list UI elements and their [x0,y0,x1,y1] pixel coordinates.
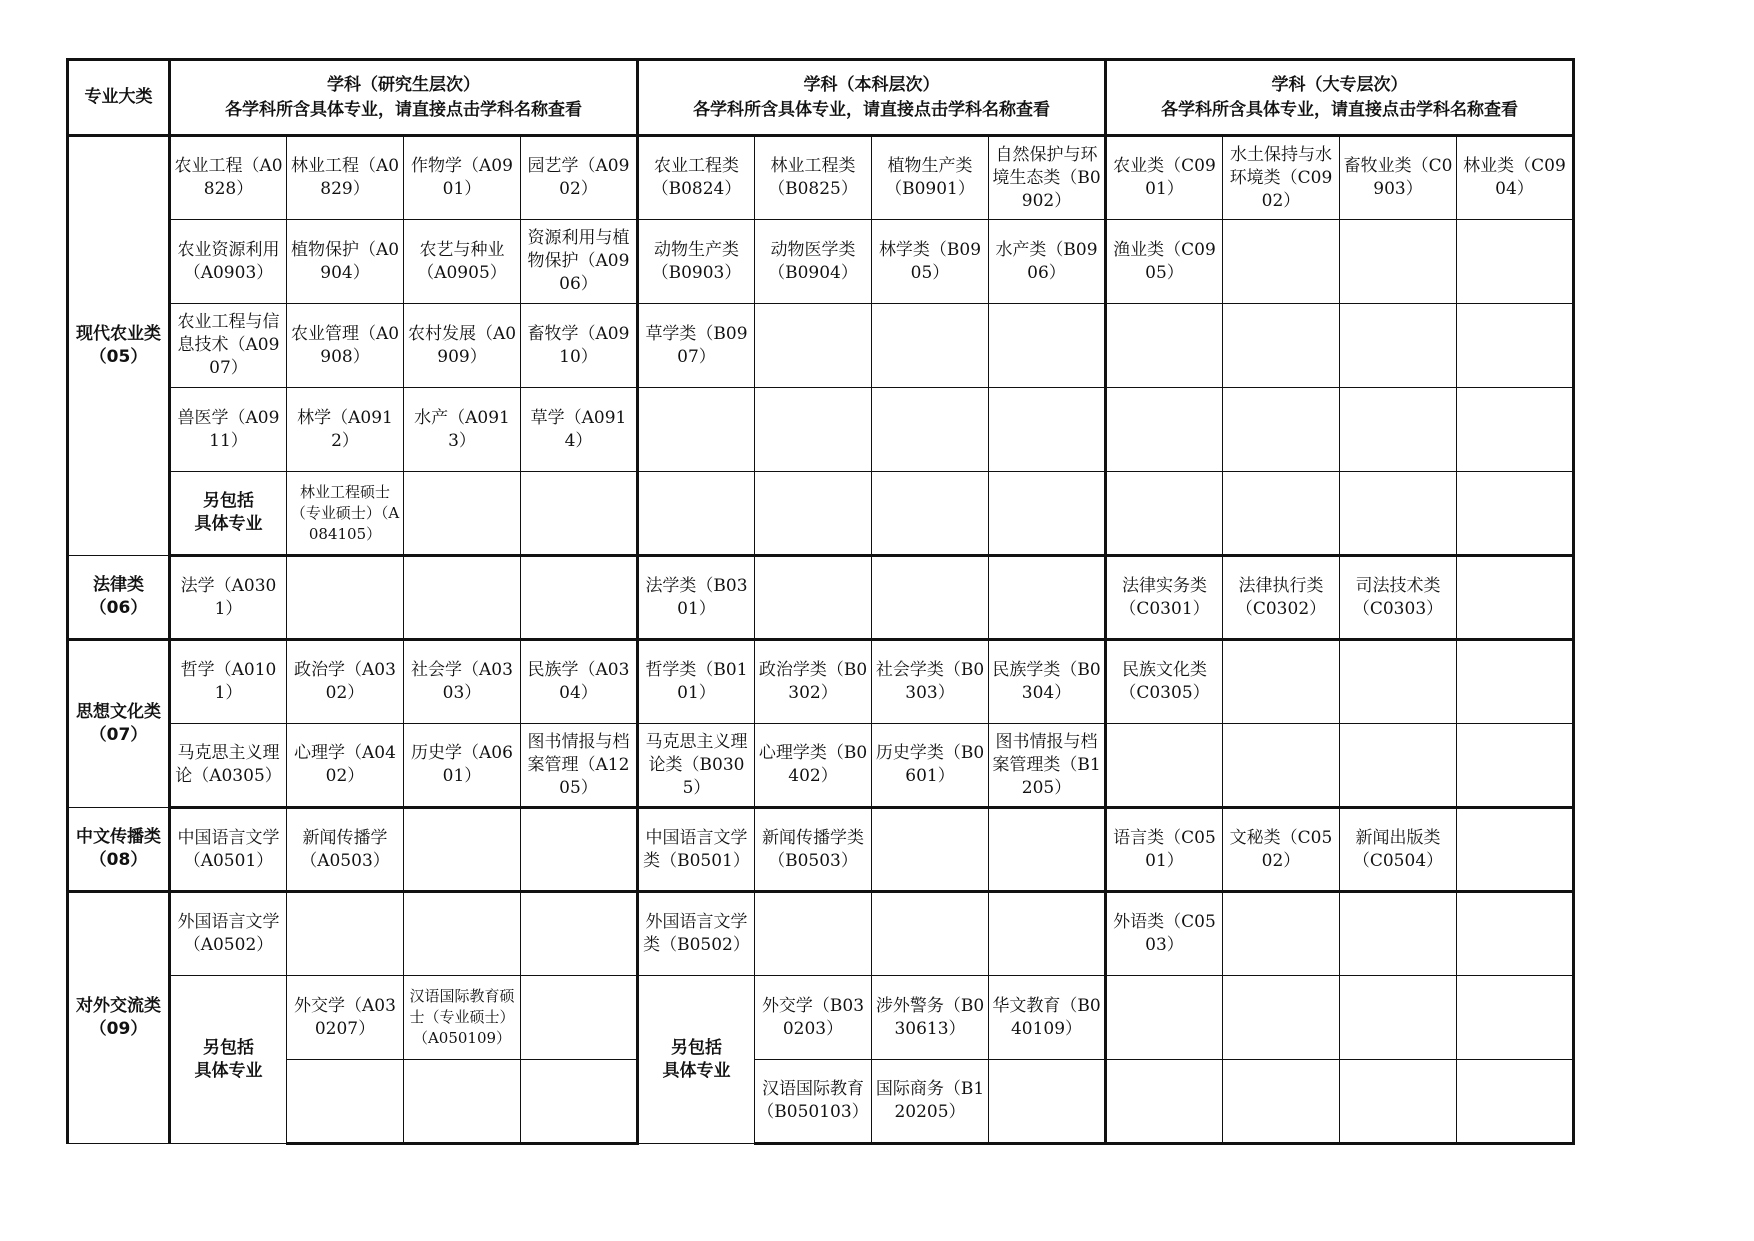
subject-cell[interactable] [521,808,638,892]
subject-cell[interactable] [521,1060,638,1144]
subject-cell[interactable]: 社会学类（B0303） [872,640,989,724]
group-foreign-exchange [68,892,170,1144]
subject-cell[interactable]: 心理学（A0402） [287,724,404,808]
group-code: （05） [89,347,148,367]
subject-cell[interactable] [1106,724,1223,808]
subject-cell[interactable]: 哲学类（B0101） [638,640,755,724]
subject-cell[interactable] [755,556,872,640]
subject-cell[interactable] [1223,976,1340,1060]
subject-cell[interactable]: 植物生产类（B0901） [872,136,989,220]
subject-cell[interactable]: 华文教育（B040109） [989,976,1106,1060]
header-college [1106,60,1574,136]
subject-cell[interactable]: 畜牧业类（C0903） [1340,136,1457,220]
subject-cell[interactable] [1223,892,1340,976]
subject-cell[interactable] [872,556,989,640]
subject-cell[interactable] [521,472,638,556]
subject-cell[interactable]: 林业工程（A0829） [287,136,404,220]
subject-cell[interactable]: 水土保持与水环境类（C0902） [1223,136,1340,220]
subject-cell[interactable] [1340,304,1457,388]
subject-cell[interactable]: 法律实务类（C0301） [1106,556,1223,640]
subject-cell[interactable] [287,892,404,976]
subject-cell[interactable] [1340,976,1457,1060]
subject-cell[interactable] [638,388,755,472]
subject-cell[interactable]: 法学（A0301） [170,556,287,640]
subject-cell[interactable] [404,892,521,976]
subject-cell[interactable]: 农业类（C0901） [1106,136,1223,220]
subject-cell[interactable] [1457,1060,1574,1144]
subject-cell[interactable] [989,388,1106,472]
subject-cell[interactable] [404,808,521,892]
subject-cell[interactable]: 作物学（A0901） [404,136,521,220]
also-includes-label [638,976,755,1144]
subject-cell[interactable] [1340,388,1457,472]
subject-cell[interactable]: 水产类（B0906） [989,220,1106,304]
subject-cell[interactable]: 林业类（C0904） [1457,136,1574,220]
subject-cell[interactable] [1106,1060,1223,1144]
subject-cell[interactable]: 社会学（A0303） [404,640,521,724]
subject-cell[interactable] [755,892,872,976]
subject-cell[interactable]: 农业工程（A0828） [170,136,287,220]
subject-cell[interactable]: 园艺学（A0902） [521,136,638,220]
subject-cell[interactable] [989,304,1106,388]
subject-cell[interactable] [638,472,755,556]
subject-cell[interactable] [521,556,638,640]
subject-cell[interactable] [1457,556,1574,640]
subject-cell[interactable]: 涉外警务（B030613） [872,976,989,1060]
subject-cell[interactable] [1457,472,1574,556]
subject-cell[interactable] [755,472,872,556]
also-includes-line2: 具体专业 [662,1060,731,1081]
subject-cell[interactable] [989,808,1106,892]
subject-cell[interactable] [872,808,989,892]
subject-cell[interactable]: 自然保护与环境生态类（B0902） [989,136,1106,220]
subject-cell[interactable]: 畜牧学（A0910） [521,304,638,388]
subject-cell[interactable]: 国际商务（B120205） [872,1060,989,1144]
subject-cell[interactable] [989,892,1106,976]
subject-cell[interactable]: 草学类（B0907） [638,304,755,388]
subject-cell[interactable]: 资源利用与植物保护（A0906） [521,220,638,304]
subject-cell[interactable] [1457,808,1574,892]
subject-cell[interactable]: 农业工程与信息技术（A0907） [170,304,287,388]
subject-cell[interactable] [1223,388,1340,472]
group-name: 法律类 [93,575,144,595]
subject-cell[interactable]: 动物生产类（B0903） [638,220,755,304]
subject-cell[interactable]: 草学（A0914） [521,388,638,472]
subject-cell[interactable]: 哲学（A0101） [170,640,287,724]
group-name: 思想文化类 [76,702,161,722]
subject-cell[interactable] [872,892,989,976]
subject-cell[interactable] [872,388,989,472]
subject-cell[interactable]: 中国语言文学（A0501） [170,808,287,892]
group-name: 对外交流类 [76,996,161,1016]
subject-cell[interactable]: 汉语国际教育（B050103） [755,1060,872,1144]
subject-cell[interactable] [872,472,989,556]
subject-cell[interactable] [1457,388,1574,472]
subject-cell[interactable] [1340,220,1457,304]
subject-cell[interactable] [1106,388,1223,472]
group-code: （06） [89,598,148,618]
subject-cell[interactable]: 汉语国际教育硕士（专业硕士）（A050109） [404,976,521,1060]
subject-cell[interactable]: 外国语言文学类（B0502） [638,892,755,976]
subject-cell[interactable] [1340,892,1457,976]
group-code: （09） [89,1019,148,1039]
subject-cell[interactable] [989,556,1106,640]
subject-cell[interactable]: 图书情报与档案管理类（B1205） [989,724,1106,808]
group-modern-agriculture [68,136,170,556]
subject-cell[interactable] [1223,472,1340,556]
subject-cell[interactable] [1457,724,1574,808]
subject-cell[interactable]: 民族学（A0304） [521,640,638,724]
subject-cell[interactable] [1223,220,1340,304]
header-college-note: 各学科所含具体专业，请直接点击学科名称查看 [1161,99,1518,120]
subject-cell[interactable]: 民族文化类（C0305） [1106,640,1223,724]
group-code: （07） [89,725,148,745]
subject-cell[interactable]: 外交学（A030207） [287,976,404,1060]
group-name: 中文传播类 [76,827,161,847]
also-includes-label [170,472,287,556]
header-category: 专业大类 [68,60,170,136]
header-graduate-title: 学科（研究生层次） [327,74,480,95]
subject-cell[interactable] [989,1060,1106,1144]
subject-cell[interactable] [521,976,638,1060]
subject-cell[interactable]: 外国语言文学（A0502） [170,892,287,976]
subject-cell[interactable]: 心理学类（B0402） [755,724,872,808]
subject-cell[interactable]: 新闻传播学（A0503） [287,808,404,892]
header-graduate [170,60,638,136]
subject-cell[interactable] [755,388,872,472]
subject-cell[interactable]: 农业工程类（B0824） [638,136,755,220]
subject-catalog-table [66,58,1575,1145]
also-includes-label [170,976,287,1144]
subject-cell[interactable] [1457,304,1574,388]
subject-cell[interactable]: 水产（A0913） [404,388,521,472]
subject-cell[interactable]: 林业工程硕士（专业硕士）（A084105） [287,472,404,556]
subject-cell[interactable] [404,472,521,556]
subject-cell[interactable]: 新闻出版类（C0504） [1340,808,1457,892]
group-law [68,556,170,640]
also-includes-line2: 具体专业 [194,1060,263,1081]
header-undergraduate [638,60,1106,136]
subject-cell[interactable] [521,892,638,976]
subject-cell[interactable] [1457,976,1574,1060]
subject-cell[interactable] [287,1060,404,1144]
group-code: （08） [89,850,148,870]
subject-cell[interactable]: 政治学类（B0302） [755,640,872,724]
subject-cell[interactable] [1106,472,1223,556]
subject-cell[interactable] [1340,724,1457,808]
subject-cell[interactable] [287,556,404,640]
subject-cell[interactable]: 马克思主义理论（A0305） [170,724,287,808]
subject-cell[interactable]: 兽医学（A0911） [170,388,287,472]
subject-cell[interactable] [1223,640,1340,724]
subject-cell[interactable]: 司法技术类（C0303） [1340,556,1457,640]
subject-cell[interactable]: 马克思主义理论类（B0305） [638,724,755,808]
also-includes-line1: 另包括 [671,1037,722,1058]
subject-cell[interactable]: 林学（A0912） [287,388,404,472]
subject-cell[interactable] [1223,724,1340,808]
subject-cell[interactable]: 法学类（B0301） [638,556,755,640]
subject-cell[interactable] [1106,304,1223,388]
subject-cell[interactable]: 新闻传播学类（B0503） [755,808,872,892]
subject-cell[interactable]: 政治学（A0302） [287,640,404,724]
subject-cell[interactable]: 外交学（B030203） [755,976,872,1060]
subject-cell[interactable]: 中国语言文学类（B0501） [638,808,755,892]
subject-cell[interactable] [1340,640,1457,724]
group-chinese-communication [68,808,170,892]
subject-cell[interactable]: 渔业类（C0905） [1106,220,1223,304]
subject-cell[interactable] [1340,472,1457,556]
header-undergraduate-title: 学科（本科层次） [803,74,940,95]
also-includes-line1: 另包括 [203,491,254,511]
subject-cell[interactable]: 民族学类（B0304） [989,640,1106,724]
subject-cell[interactable]: 图书情报与档案管理（A1205） [521,724,638,808]
also-includes-line1: 另包括 [203,1037,254,1058]
subject-cell[interactable] [1106,976,1223,1060]
subject-cell[interactable]: 农村发展（A0909） [404,304,521,388]
subject-cell[interactable] [1457,640,1574,724]
group-name: 现代农业类 [76,324,161,344]
header-undergraduate-note: 各学科所含具体专业，请直接点击学科名称查看 [693,99,1050,120]
subject-cell[interactable]: 语言类（C0501） [1106,808,1223,892]
subject-cell[interactable] [989,472,1106,556]
subject-cell[interactable] [1340,1060,1457,1144]
subject-cell[interactable] [755,304,872,388]
subject-cell[interactable]: 植物保护（A0904） [287,220,404,304]
subject-cell[interactable]: 动物医学类（B0904） [755,220,872,304]
subject-cell[interactable]: 外语类（C0503） [1106,892,1223,976]
subject-cell[interactable]: 农业资源利用（A0903） [170,220,287,304]
subject-cell[interactable]: 农业管理（A0908） [287,304,404,388]
subject-cell[interactable] [1223,1060,1340,1144]
subject-cell[interactable]: 历史学类（B0601） [872,724,989,808]
subject-cell[interactable]: 林学类（B0905） [872,220,989,304]
header-graduate-note: 各学科所含具体专业，请直接点击学科名称查看 [225,99,582,120]
subject-cell[interactable]: 法律执行类（C0302） [1223,556,1340,640]
group-thought-culture [68,640,170,808]
also-includes-line2: 具体专业 [194,514,263,534]
subject-cell[interactable] [872,304,989,388]
subject-cell[interactable] [404,1060,521,1144]
subject-cell[interactable] [404,556,521,640]
header-college-title: 学科（大专层次） [1271,74,1408,95]
subject-cell[interactable]: 文秘类（C0502） [1223,808,1340,892]
subject-cell[interactable]: 林业工程类（B0825） [755,136,872,220]
subject-cell[interactable] [1457,220,1574,304]
subject-cell[interactable]: 农艺与种业（A0905） [404,220,521,304]
subject-cell[interactable]: 历史学（A0601） [404,724,521,808]
subject-cell[interactable] [1223,304,1340,388]
subject-cell[interactable] [1457,892,1574,976]
